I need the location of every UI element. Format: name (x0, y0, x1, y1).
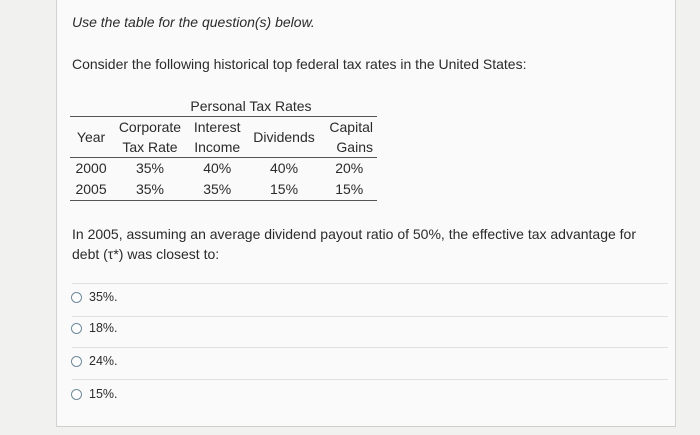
answer-option-3[interactable] (71, 354, 118, 368)
instruction-text: Use the table for the question(s) below. (72, 14, 315, 30)
tax-rate-table (70, 96, 377, 201)
cell-year: 2005 (70, 179, 112, 201)
answer-option-4[interactable] (71, 387, 118, 401)
header-interest-2: Income (194, 139, 241, 155)
cell-capital: 20% (321, 158, 377, 180)
option-label: 35%. (89, 290, 118, 304)
cell-interest: 35% (188, 179, 247, 201)
answer-option-2[interactable] (71, 321, 118, 335)
question-text: In 2005, assuming an average dividend payout ratio of 50%, the effective tax advantage for debt (τ*) was closest to: (72, 226, 637, 262)
table-row (70, 179, 377, 201)
cell-interest: 40% (188, 158, 247, 180)
cell-capital: 15% (321, 179, 377, 201)
table-row (70, 158, 377, 180)
header-capital-1: Capital (329, 119, 373, 135)
divider (72, 283, 668, 284)
question-panel (56, 0, 676, 427)
table-title: Personal Tax Rates (190, 98, 312, 114)
header-year: Year (76, 129, 106, 145)
header-dividends: Dividends (253, 129, 315, 145)
cell-year: 2000 (70, 158, 112, 180)
header-interest-1: Interest (193, 119, 241, 135)
divider (72, 316, 668, 317)
radio-button[interactable] (71, 292, 82, 303)
option-label: 24%. (89, 354, 118, 368)
cell-dividends: 15% (247, 179, 322, 201)
option-label: 18%. (89, 321, 118, 335)
cell-corporate: 35% (112, 179, 188, 201)
divider (72, 347, 668, 348)
cell-corporate: 35% (112, 158, 188, 180)
radio-button[interactable] (71, 323, 82, 334)
header-corporate-2: Tax Rate (122, 139, 178, 155)
header-corporate-1: Corporate (118, 119, 182, 135)
cell-dividends: 40% (247, 158, 322, 180)
answer-option-1[interactable] (71, 290, 118, 304)
option-label: 15%. (89, 387, 118, 401)
header-capital-2: Gains (336, 139, 373, 155)
radio-button[interactable] (71, 356, 82, 367)
divider (72, 379, 668, 380)
intro-text: Consider the following historical top federal tax rates in the United States: (72, 56, 527, 72)
radio-button[interactable] (71, 389, 82, 400)
